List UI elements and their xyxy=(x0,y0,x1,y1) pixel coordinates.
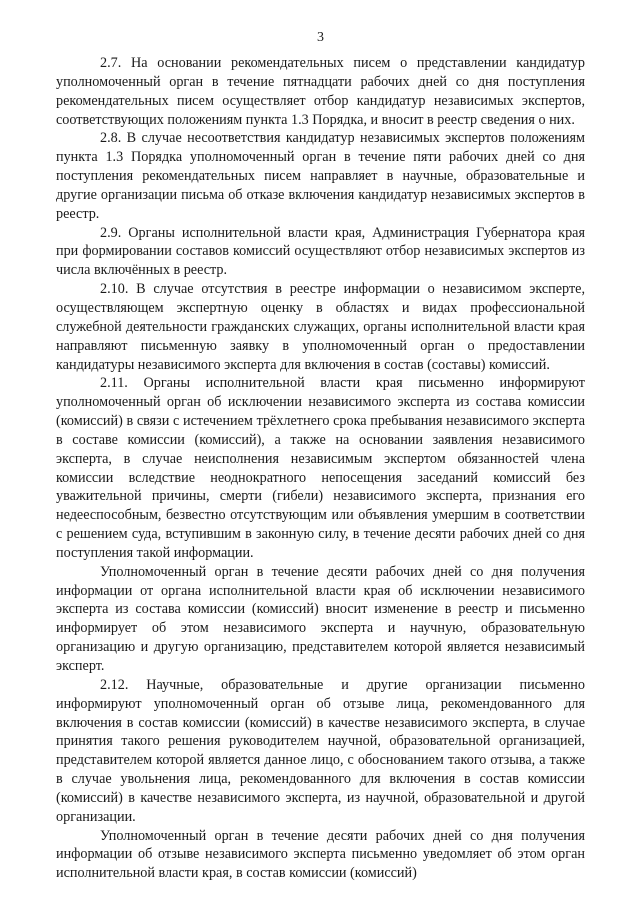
paragraph-2-7: 2.7. На основании рекомендательных писем о представлении кандидатур уполномоченный орган в течение пятнадцати рабочих дней со дня поступления рекомендательных писем осуществляет отбор кандидатур независимых экспертов, соответствующих положениям пункта 1.3 Порядка, и вносит в реестр сведения о них. xyxy=(56,55,585,128)
paragraph-2-9: 2.9. Органы исполнительной власти края, Администрация Губернатора края при формировании составов комиссий осуществляют отбор независимых экспертов из числа включённых в реестр. xyxy=(56,224,585,279)
paragraph-2-11-continuation: Уполномоченный орган в течение десяти рабочих дней со дня получения информации от органа исполнительной власти края об исключении независимого эксперта из состава комиссии (комиссий) вносит изменение в реестр и письменно информирует об этом независимого эксперта и научную, образовательную организацию и другую организацию, представителем которой является независимый эксперт. xyxy=(56,563,585,674)
document-page xyxy=(56,28,585,883)
paragraph-2-12-continuation: Уполномоченный орган в течение десяти рабочих дней со дня получения информации об отзыве независимого эксперта письменно уведомляет об этом орган исполнительной власти края, в состав комиссии (комиссий) xyxy=(56,827,585,882)
page-number: 3 xyxy=(317,30,324,45)
paragraph-2-12: 2.12. Научные, образовательные и другие организации письменно информируют уполномоченный орган об отзыве лица, рекомендованного для включения в состав комиссии (комиссий) в качестве независимого эксперта, в случае принятия такого решения руководителем научной, образовательной организацией, представителем которой является данное лицо, с обоснованием такого отзыва, а также в случае увольнения лица, рекомендованного для включения в состав комиссии (комиссий) в качестве независимого эксперта, из научной, образовательной и другой организации. xyxy=(56,676,585,825)
paragraph-2-11: 2.11. Органы исполнительной власти края письменно информируют уполномоченный орган об исключении независимого эксперта из состава комиссии (комиссий) в связи с истечением трёхлетнего срока пребывания независимого эксперта в составе комиссии (комиссий), а также на основании заявления независимого эксперта, в случае неисполнения независимым экспертом обязанностей члена комиссии вследствие неоднократного непосещения заседаний комиссий без уважительной причины, смерти (гибели) независимого эксперта, признания его недееспособным, безвестно отсутствующим или объявления умершим в соответствии с решением суда, вступившим в законную силу, в течение десяти рабочих дней со дня поступления такой информации. xyxy=(56,375,585,561)
paragraph-2-8: 2.8. В случае несоответствия кандидатур независимых экспертов положениям пункта 1.3 Порядка уполномоченный орган в течение пяти рабочих дней со дня поступления рекомендательных писем направляет в научные, образовательные и другие организации письма об отказе включения кандидатур независимых экспертов в реестр. xyxy=(56,130,585,222)
paragraph-2-10: 2.10. В случае отсутствия в реестре информации о независимом эксперте, осуществляющем экспертную оценку в областях и видах профессиональной служебной деятельности гражданских служащих, органы исполнительной власти края направляют письменную заявку в уполномоченный орган о предоставлении кандидатуры независимого эксперта для включения в состав (составы) комиссий. xyxy=(56,281,585,373)
